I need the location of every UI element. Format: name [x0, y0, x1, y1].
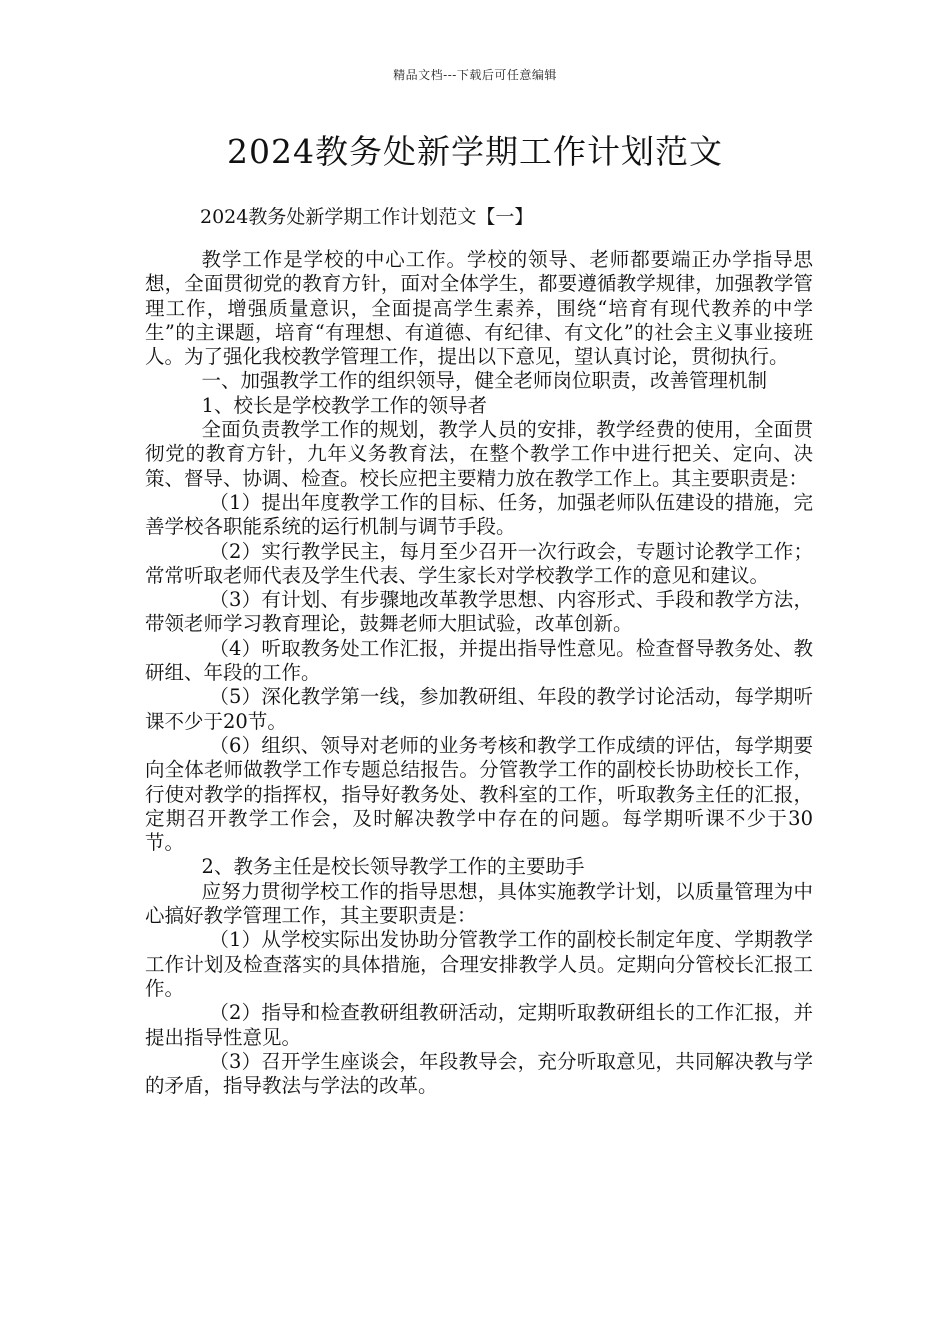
paragraph-intro: 教学工作是学校的中心工作。学校的领导、老师都要端正办学指导思想，全面贯彻党的教育方针，面对全体学生，都要遵循教学规律，加强教学管理工作，增强质量意识，全面提高学生素养，围绕“培育有现代教养的中学生”的主课题，培育“有理想、有道德、有纪律、有文化”的社会主义事业接班人。为了强化我校教学管理工作，提出以下意见，望认真讨论，贯彻执行。 — [145, 248, 813, 369]
document-title: 2024教务处新学期工作计划范文 — [227, 132, 723, 171]
list-item: （2）指导和检查教研组教研活动，定期听取教研组长的工作汇报，并提出指导性意见。 — [145, 1001, 813, 1049]
paragraph-dean-duties: 应努力贯彻学校工作的指导思想，具体实施教学计划，以质量管理为中心搞好教学管理工作，其主要职责是： — [145, 879, 813, 928]
heading-principal: 1、校长是学校教学工作的领导者 — [201, 393, 487, 417]
paragraph-principal-duties: 全面负责教学工作的规划，教学人员的安排，教学经费的使用，全面贯彻党的教育方针，九年义务教育法，在整个教学工作中进行把关、定向、决策、督导、协调、检查。校长应把主要精力放在教学工作上。其主要职责是： — [145, 418, 813, 490]
heading-dean: 2、教务主任是校长领导教学工作的主要助手 — [201, 855, 585, 879]
section-subtitle: 2024教务处新学期工作计划范文【一】 — [200, 206, 534, 228]
list-item: （1）提出年度教学工作的目标、任务，加强老师队伍建设的措施，完善学校各职能系统的运行机制与调节手段。 — [145, 490, 813, 539]
document-body — [145, 248, 813, 1098]
list-item: （5）深化教学第一线，参加教研组、年段的教学讨论活动，每学期听课不少于20节。 — [145, 685, 813, 733]
heading-section-1: 一、加强教学工作的组织领导，健全老师岗位职责，改善管理机制 — [201, 369, 768, 393]
header-note: 精品文档---下载后可任意编辑 — [393, 68, 557, 82]
list-item: （4）听取教务处工作汇报，并提出指导性意见。检查督导教务处、教研组、年段的工作。 — [145, 636, 813, 685]
list-item: （2）实行教学民主，每月至少召开一次行政会，专题讨论教学工作；常常听取老师代表及学生代表、学生家长对学校教学工作的意见和建议。 — [145, 539, 813, 587]
list-item: （3）有计划、有步骤地改革教学思想、内容形式、手段和教学方法，带领老师学习教育理论，鼓舞老师大胆试验，改革创新。 — [145, 588, 813, 636]
list-item: （6）组织、领导对老师的业务考核和教学工作成绩的评估，每学期要向全体老师做教学工作专题总结报告。分管教学工作的副校长协助校长工作，行使对教学的指挥权，指导好教务处、教科室的工作，听取教务主任的汇报，定期召开教学工作会，及时解决教学中存在的问题。每学期听课不少于30节。 — [145, 733, 813, 855]
list-item: （3）召开学生座谈会，年段教导会，充分听取意见，共同解决教与学的矛盾，指导教法与学法的改革。 — [145, 1049, 813, 1098]
list-item: （1）从学校实际出发协助分管教学工作的副校长制定年度、学期教学工作计划及检查落实的具体措施，合理安排教学人员。定期向分管校长汇报工作。 — [145, 928, 813, 1000]
